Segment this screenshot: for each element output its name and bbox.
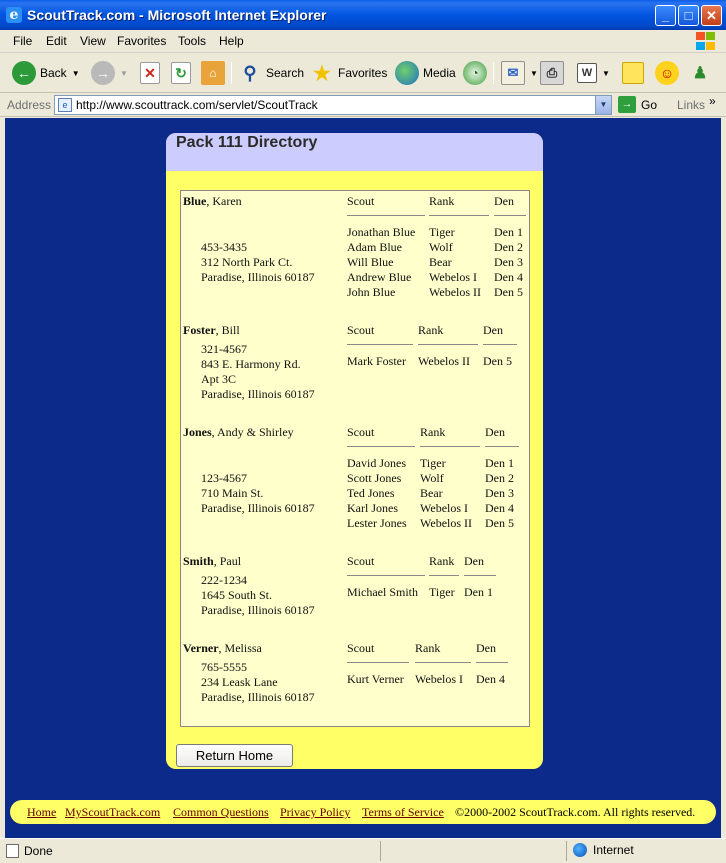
address-line: 453-3435	[201, 240, 247, 254]
address-bar	[0, 93, 726, 117]
toolbar-separator	[493, 62, 494, 84]
history-icon: ◔	[463, 61, 487, 85]
refresh-icon: ↻	[171, 62, 191, 84]
go-arrow-icon: →	[618, 96, 636, 113]
scout-name: David Jones	[347, 456, 406, 470]
address-line: 222-1234	[201, 573, 247, 587]
mail-icon: ✉	[501, 61, 525, 85]
menu-file[interactable]: File	[13, 34, 33, 48]
footer-link-questions[interactable]: Common Questions	[173, 805, 269, 819]
scout-rank: Webelos II	[420, 516, 473, 530]
return-home-button[interactable]: Return Home	[176, 744, 293, 767]
messenger-button[interactable]	[655, 60, 679, 86]
scout-den: Den 4	[494, 270, 523, 284]
scout-name: Lester Jones	[347, 516, 407, 530]
column-header-rule	[485, 446, 519, 447]
windows-logo-icon	[694, 31, 716, 51]
internet-globe-icon	[573, 843, 587, 857]
security-zone: Internet	[573, 843, 634, 857]
menu-tools[interactable]: Tools	[178, 34, 207, 48]
footer-bar	[10, 800, 716, 824]
scout-rank: Wolf	[420, 471, 444, 485]
back-button[interactable]: ← Back ▼	[12, 60, 80, 86]
scout-name: Jonathan Blue	[347, 225, 416, 239]
copyright-text: ©2000-2002 ScoutTrack.com. All rights reserved.	[455, 805, 696, 819]
family-name	[183, 425, 294, 440]
address-line: 321-4567	[201, 342, 247, 356]
maximize-button[interactable]: □	[678, 5, 699, 26]
column-header-rule	[347, 446, 415, 447]
column-header-rule	[483, 344, 517, 345]
column-header-scout: Scout	[347, 554, 375, 568]
address-line: 710 Main St.	[201, 486, 264, 500]
ie-icon: e	[6, 7, 22, 23]
notes-button[interactable]	[622, 60, 644, 86]
column-header-rank: Rank	[429, 554, 455, 568]
column-header-den: Den	[485, 425, 505, 439]
column-header-rank: Rank	[415, 641, 441, 655]
address-input[interactable]	[54, 95, 612, 115]
column-header-scout: Scout	[347, 323, 375, 337]
address-dropdown-icon[interactable]: ▼	[595, 96, 611, 114]
scout-den: Den 3	[494, 255, 523, 269]
directory-panel	[166, 133, 543, 769]
family-name	[183, 641, 262, 656]
home-button[interactable]	[201, 60, 225, 86]
menu-bar	[0, 30, 726, 53]
address-line: 123-4567	[201, 471, 247, 485]
status-bar	[0, 838, 726, 863]
mail-dropdown-icon[interactable]: ▼	[530, 68, 538, 78]
column-header-scout: Scout	[347, 194, 375, 208]
search-button[interactable]: ⚲ Search	[238, 60, 304, 86]
scout-name: Will Blue	[347, 255, 394, 269]
scout-name: John Blue	[347, 285, 396, 299]
column-header-rule	[415, 662, 471, 663]
scout-den: Den 5	[494, 285, 523, 299]
scout-rank: Webelos I	[429, 270, 478, 284]
home-icon: ⌂	[201, 61, 225, 85]
column-header-rank: Rank	[420, 425, 446, 439]
note-icon	[622, 62, 644, 84]
scout-den: Den 2	[485, 471, 514, 485]
column-header-scout: Scout	[347, 425, 375, 439]
address-url[interactable]: http://www.scouttrack.com/servlet/ScoutTrack	[76, 98, 318, 112]
family-given-names: , Bill	[215, 323, 240, 337]
scout-den: Den 5	[483, 354, 512, 368]
family-name	[183, 554, 241, 569]
scout-name: Andrew Blue	[347, 270, 412, 284]
family-surname: Verner	[183, 641, 219, 655]
menu-favorites[interactable]: Favorites	[117, 34, 167, 48]
scout-den: Den 1	[485, 456, 514, 470]
column-header-rule	[464, 575, 496, 576]
footer-link-home[interactable]: Home	[27, 805, 57, 819]
links-button[interactable]: Links »	[677, 94, 716, 112]
favorites-button[interactable]: ★ Favorites	[310, 60, 387, 86]
family-surname: Foster	[183, 323, 216, 337]
edit-dropdown-icon[interactable]: ▼	[602, 68, 610, 78]
scout-rank: Bear	[420, 486, 443, 500]
column-header-den: Den	[483, 323, 503, 337]
column-header-rule	[476, 662, 508, 663]
stop-button[interactable]	[140, 60, 160, 86]
page-title: Pack 111 Directory	[176, 134, 318, 151]
column-header-rule	[347, 662, 409, 663]
address-line: 765-5555	[201, 660, 247, 674]
page-viewport	[5, 118, 721, 838]
favorites-star-icon: ★	[313, 62, 331, 85]
address-line: Paradise, Illinois 60187	[201, 690, 315, 704]
status-pane-divider	[566, 841, 567, 861]
footer-link-myscouttrack[interactable]: MyScoutTrack.com	[65, 805, 161, 819]
scout-name: Ted Jones	[347, 486, 395, 500]
family-given-names: , Karen	[206, 194, 242, 208]
scout-name: Karl Jones	[347, 501, 398, 515]
media-button[interactable]: Media	[395, 60, 456, 86]
print-button[interactable]	[540, 60, 564, 86]
footer-link-privacy[interactable]: Privacy Policy	[280, 805, 351, 819]
scout-name: Michael Smith	[347, 585, 418, 599]
scout-den: Den 1	[464, 585, 493, 599]
directory-list	[180, 190, 530, 727]
stop-icon: ✕	[140, 62, 160, 84]
family-surname: Blue	[183, 194, 207, 208]
column-header-rank: Rank	[418, 323, 444, 337]
scout-rank: Bear	[429, 255, 452, 269]
refresh-button[interactable]	[171, 60, 191, 86]
address-line: 843 E. Harmony Rd.	[201, 357, 301, 371]
scout-den: Den 4	[485, 501, 514, 515]
address-line: Paradise, Illinois 60187	[201, 270, 315, 284]
address-line: 312 North Park Ct.	[201, 255, 293, 269]
scout-den: Den 2	[494, 240, 523, 254]
back-dropdown-icon[interactable]: ▼	[71, 68, 80, 78]
scout-den: Den 3	[485, 486, 514, 500]
scout-rank: Tiger	[420, 456, 446, 470]
status-pane-divider	[380, 841, 381, 861]
toolbar	[0, 54, 726, 93]
family-surname: Smith	[183, 554, 214, 568]
family-name	[183, 323, 240, 338]
address-label: Address	[7, 98, 52, 112]
scout-rank: Wolf	[429, 240, 453, 254]
page-icon: e	[58, 98, 72, 112]
family-given-names: , Melissa	[218, 641, 262, 655]
menu-edit[interactable]: Edit	[46, 34, 67, 48]
scout-den: Den 4	[476, 672, 505, 686]
column-header-rank: Rank	[429, 194, 455, 208]
scout-rank: Webelos I	[420, 501, 469, 515]
minimize-button[interactable]: _	[655, 5, 676, 26]
menu-help[interactable]: Help	[219, 34, 244, 48]
family-surname: Jones	[183, 425, 212, 439]
buddies-button[interactable]	[688, 60, 712, 86]
column-header-den: Den	[476, 641, 496, 655]
column-header-rule	[420, 446, 480, 447]
forward-button[interactable]	[91, 60, 128, 86]
address-line: Paradise, Illinois 60187	[201, 387, 315, 401]
column-header-rule	[429, 575, 459, 576]
close-button[interactable]: ✕	[701, 5, 722, 26]
forward-arrow-icon: →	[91, 61, 115, 85]
family-given-names: , Andy & Shirley	[211, 425, 294, 439]
toolbar-separator	[231, 62, 232, 84]
go-button[interactable]: → Go	[618, 96, 657, 113]
scout-rank: Tiger	[429, 585, 455, 599]
address-line: Apt 3C	[201, 372, 237, 386]
address-line: Paradise, Illinois 60187	[201, 501, 315, 515]
column-header-rule	[347, 215, 425, 216]
links-chevron-icon: »	[709, 94, 716, 108]
print-icon: ⎙	[540, 61, 564, 85]
column-header-scout: Scout	[347, 641, 375, 655]
scout-name: Mark Foster	[347, 354, 406, 368]
column-header-rule	[429, 215, 489, 216]
scout-name: Kurt Verner	[347, 672, 404, 686]
column-header-den: Den	[494, 194, 514, 208]
footer-link-terms[interactable]: Terms of Service	[362, 805, 444, 819]
forward-dropdown-icon[interactable]: ▼	[120, 68, 128, 78]
menu-view[interactable]: View	[80, 34, 106, 48]
column-header-den: Den	[464, 554, 484, 568]
column-header-rule	[494, 215, 526, 216]
buddies-icon: ♟	[692, 65, 708, 82]
status-text: Done	[24, 844, 53, 858]
address-line: Paradise, Illinois 60187	[201, 603, 315, 617]
scout-den: Den 1	[494, 225, 523, 239]
mail-button[interactable]	[501, 60, 538, 86]
scout-rank: Webelos II	[429, 285, 482, 299]
title-bar	[0, 0, 726, 30]
back-arrow-icon: ←	[12, 61, 36, 85]
word-icon: W	[577, 63, 597, 83]
column-header-rule	[347, 575, 425, 576]
scout-name: Adam Blue	[347, 240, 402, 254]
media-globe-icon	[395, 61, 419, 85]
page-status-icon	[6, 844, 19, 858]
history-button[interactable]	[463, 60, 487, 86]
search-icon: ⚲	[243, 62, 257, 83]
smiley-icon: ☺	[655, 61, 679, 85]
scout-name: Scott Jones	[347, 471, 402, 485]
column-header-rule	[347, 344, 413, 345]
scout-rank: Tiger	[429, 225, 455, 239]
family-given-names: , Paul	[213, 554, 242, 568]
family-name	[183, 194, 242, 209]
scout-rank: Webelos II	[418, 354, 471, 368]
window-title: ScoutTrack.com - Microsoft Internet Explorer	[27, 7, 327, 23]
address-line: 1645 South St.	[201, 588, 273, 602]
scout-den: Den 5	[485, 516, 514, 530]
scout-rank: Webelos I	[415, 672, 464, 686]
column-header-rule	[418, 344, 478, 345]
address-line: 234 Leask Lane	[201, 675, 278, 689]
panel-header	[166, 133, 543, 171]
edit-word-button[interactable]	[577, 60, 610, 86]
